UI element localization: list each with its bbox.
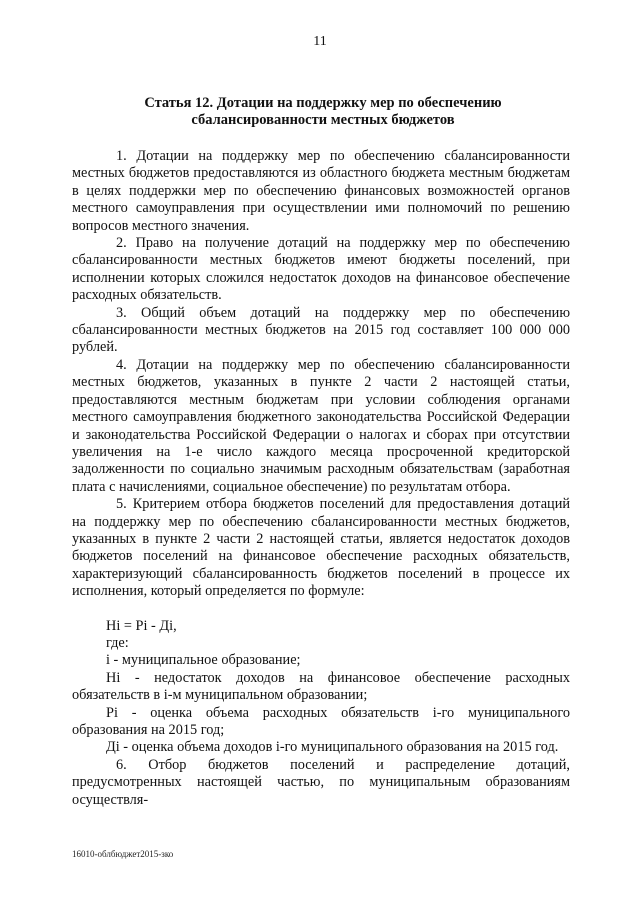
paragraph-4: 4. Дотации на поддержку мер по обеспечению сбалансированности местных бюджетов, указанных в пункте 2 части 2 настоящей статьи, предоставляются местным бюджетам при условии соблюдения органами местного самоуправления бюджетного законодательства Российской Федерации и законодательства Российской Федерации о налогах и сборах при отсутствии увеличения на 1-е число каждого месяца просроченной кредиторской задолженности по социально значимым расходным обязательствам (заработная плата с начислениями, социальное обеспечение) по результатам отбора.: [72, 356, 570, 495]
paragraph-5: 5. Критерием отбора бюджетов поселений для предоставления дотаций на поддержку мер по обеспечению сбалансированности местных бюджетов, указанных в пункте 2 части 2 настоящей статьи, является недостаток доходов бюджетов поселений на финансовое обеспечение расходных обязательств, характеризующий сбалансированность бюджетов поселений в процессе их исполнения, который определяется по формуле:: [72, 496, 570, 600]
paragraph-2: 2. Право на получение дотаций на поддержку мер по обеспечению сбалансированности местных бюджетов имеют бюджеты поселений, при исполнении которых сложился недостаток доходов на финансовое обеспечение расходных обязательств.: [72, 235, 570, 304]
formula-block: [72, 618, 570, 757]
formula-expression: Hi = Pi - Дi,: [106, 617, 177, 634]
article-heading-line-2: сбалансированности местных бюджетов: [191, 112, 455, 128]
article-heading-line-1: Статья 12. Дотации на поддержку мер по обеспечению: [144, 95, 502, 111]
formula-where: где:: [106, 634, 129, 651]
paragraph-1: 1. Дотации на поддержку мер по обеспечению сбалансированности местных бюджетов предоставляются из областного бюджета местным бюджетам в целях поддержки мер по обеспечению финансовых возможностей органов местного самоуправления при осуществлении ими полномочий по решению вопросов местного значения.: [72, 148, 570, 234]
formula-definition-hi: Hi - недостаток доходов на финансовое обеспечение расходных обязательств в i-м муниципальном образовании;: [72, 669, 570, 704]
paragraph-6: 6. Отбор бюджетов поселений и распределение дотаций, предусмотренных настоящей частью, по муниципальным образованиям осуществля-: [72, 756, 570, 808]
article-heading: [78, 95, 568, 129]
article-body: [72, 148, 570, 809]
formula-definition-di: Дi - оценка объема доходов i-го муниципального образования на 2015 год.: [106, 739, 559, 756]
footer-file-code: 16010-облбюджет2015-зко: [72, 849, 174, 859]
paragraph-3: 3. Общий объем дотаций на поддержку мер по обеспечению сбалансированности местных бюджетов на 2015 год составляет 100 000 000 рублей.: [72, 304, 570, 356]
formula-definition-pi: Pi - оценка объема расходных обязательств i-го муниципального образования на 2015 год;: [72, 704, 570, 738]
page-number: 11: [313, 34, 327, 49]
formula-definition-i: i - муниципальное образование;: [106, 652, 301, 669]
